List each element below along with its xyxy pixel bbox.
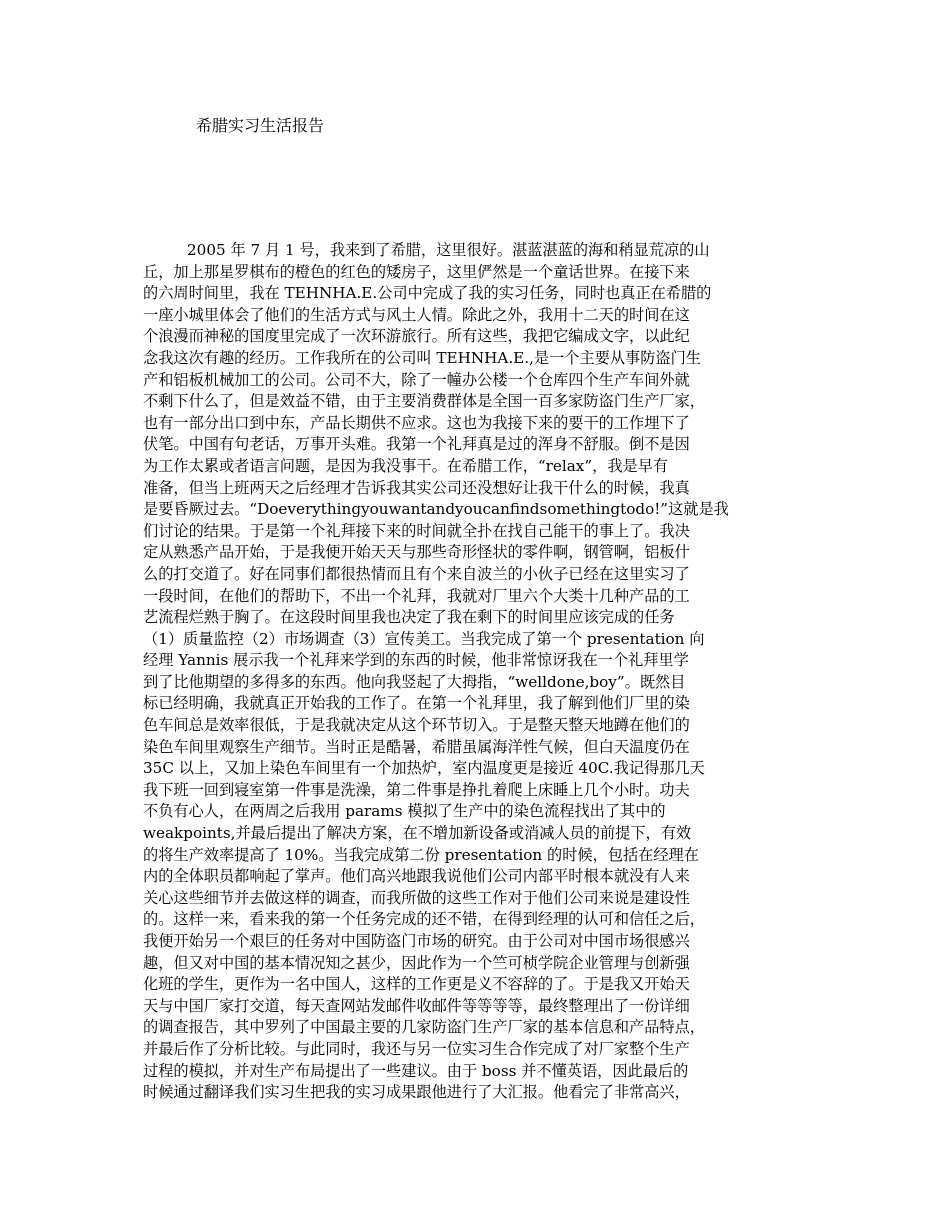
paragraph-line: 并最后作了分析比较。与此同时，我还与另一位实习生合作完成了对厂家整个生产 <box>143 1039 690 1058</box>
paragraph-line: 为工作太累或者语言问题，是因为我没事干。在希腊工作，“relax”，我是早有 <box>143 456 669 475</box>
paragraph-line: 我便开始另一个艰巨的任务对中国防盗门市场的研究。由于公司对中国市场很感兴 <box>143 932 690 950</box>
paragraph-line: 个浪漫而神秘的国度里完成了一次环游旅行。所有这些，我把它编成文字，以此纪 <box>143 327 690 346</box>
paragraph-line: 伏笔。中国有句老话，万事开头难。我第一个礼拜真是过的浑身不舒服。倒不是因 <box>143 435 690 454</box>
paragraph-line: 不剩下什么了，但是效益不错，由于主要消费群体是全国一百多家防盗门生产厂家， <box>143 392 705 411</box>
paragraph-line: 定从熟悉产品开始，于是我便开始天天与那些奇形怪状的零件啊，钢管啊，铝板什 <box>143 543 690 562</box>
paragraph-line: 到了比他期望的多得多的东西。他向我竖起了大拇指，“welldone,boy”。既然目 <box>143 672 686 691</box>
document-title: 希腊实习生活报告 <box>196 116 325 135</box>
paragraph-line: 关心这些细节并去做这样的调查，而我所做的这些工作对于他们公司来说是建设性 <box>143 888 690 907</box>
paragraph-line: 也有一部分出口到中东，产品长期供不应求。这也为我接下来的要干的工作埋下了 <box>143 413 690 432</box>
paragraph-line: 们讨论的结果。于是第一个礼拜接下来的时间就全扑在找自己能干的事上了。我决 <box>143 521 690 540</box>
paragraph-line: 一座小城里体会了他们的生活方式与风土人情。除此之外，我用十二天的时间在这 <box>143 305 690 324</box>
paragraph-line: 产和铝板机械加工的公司。公司不大，除了一幢办公楼一个仓库四个生产车间外就 <box>143 370 690 389</box>
paragraph-line: weakpoints,并最后提出了解决方案，在不增加新设备或消减人员的前提下，有效 <box>143 824 692 843</box>
paragraph-line: 我下班一回到寝室第一件事是洗澡，第二件事是挣扎着爬上床睡上几个小时。功夫 <box>143 780 690 799</box>
paragraph-line: 的。这样一来，看来我的第一个任务完成的还不错，在得到经理的认可和信任之后， <box>143 910 705 929</box>
paragraph-line: 丘，加上那星罗棋布的橙色的红色的矮房子，这里俨然是一个童话世界。在接下来 <box>143 262 690 281</box>
paragraph-line: 2005 年 7 月 1 号，我来到了希腊，这里很好。湛蓝湛蓝的海和稍显荒凉的山 <box>187 241 710 259</box>
body-paragraph <box>143 240 803 1104</box>
paragraph-line: 35C 以上，又加上染色车间里有一个加热炉，室内温度更是接近 40C.我记得那几天 <box>143 759 705 778</box>
paragraph-line: 过程的模拟，并对生产布局提出了一些建议。由于 boss 并不懂英语，因此最后的 <box>143 1061 689 1080</box>
paragraph-line: 一段时间，在他们的帮助下，不出一个礼拜，我就对厂里六个大类十几种产品的工 <box>143 586 690 605</box>
paragraph-line: 染色车间里观察生产细节。当时正是酷暑，希腊虽属海洋性气候，但白天温度仍在 <box>143 737 690 756</box>
paragraph-line: （1）质量监控（2）市场调查（3）宣传美工。当我完成了第一个 presentation 向 <box>143 629 705 648</box>
paragraph-line: 天与中国厂家打交道，每天查网站发邮件收邮件等等等等，最终整理出了一份详细 <box>143 996 690 1015</box>
paragraph-line: 时候通过翻译我们实习生把我的实习成果跟他进行了大汇报。他看完了非常高兴， <box>143 1083 690 1102</box>
paragraph-line: 艺流程烂熟于胸了。在这段时间里我也决定了我在剩下的时间里应该完成的任务 <box>143 608 675 627</box>
paragraph-line: 内的全体职员都响起了掌声。他们高兴地跟我说他们公司内部平时根本就没有人来 <box>143 867 690 886</box>
paragraph-line: 是要昏厥过去。“Doeverythingyouwantandyoucanfindsomethingtodo!”这就是我 <box>143 500 729 519</box>
paragraph-line: 的六周时间里，我在 TEHNHA.E.公司中完成了我的实习任务，同时也真正在希腊的 <box>143 284 712 303</box>
paragraph-line: 准备，但当上班两天之后经理才告诉我其实公司还没想好让我干什么的时候，我真 <box>143 478 690 497</box>
paragraph-line: 化班的学生，更作为一名中国人，这样的工作更是义不容辞的了。于是我又开始天 <box>143 975 690 994</box>
paragraph-line: 经理 Yannis 展示我一个礼拜来学到的东西的时候，他非常惊讶我在一个礼拜里学 <box>143 651 689 670</box>
paragraph-line: 么的打交道了。好在同事们都很热情而且有个来自波兰的小伙子已经在这里实习了 <box>143 564 690 583</box>
paragraph-line: 趣，但又对中国的基本情况知之甚少，因此作为一个竺可桢学院企业管理与创新强 <box>143 953 690 972</box>
paragraph-line: 的调查报告，其中罗列了中国最主要的几家防盗门生产厂家的基本信息和产品特点， <box>143 1018 705 1037</box>
paragraph-line: 标已经明确，我就真正开始我的工作了。在第一个礼拜里，我了解到他们厂里的染 <box>143 694 690 713</box>
paragraph-line: 念我这次有趣的经历。工作我所在的公司叫 TEHNHA.E.,是一个主要从事防盗门生 <box>143 348 701 367</box>
paragraph-line: 不负有心人，在两周之后我用 params 模拟了生产中的染色流程找出了其中的 <box>143 802 666 821</box>
paragraph-line: 的将生产效率提高了 10%。当我完成第二份 presentation 的时候，包括在经理在 <box>143 845 699 864</box>
paragraph-line: 色车间总是效率很低，于是我就决定从这个环节切入。于是整天整天地蹲在他们的 <box>143 716 690 735</box>
